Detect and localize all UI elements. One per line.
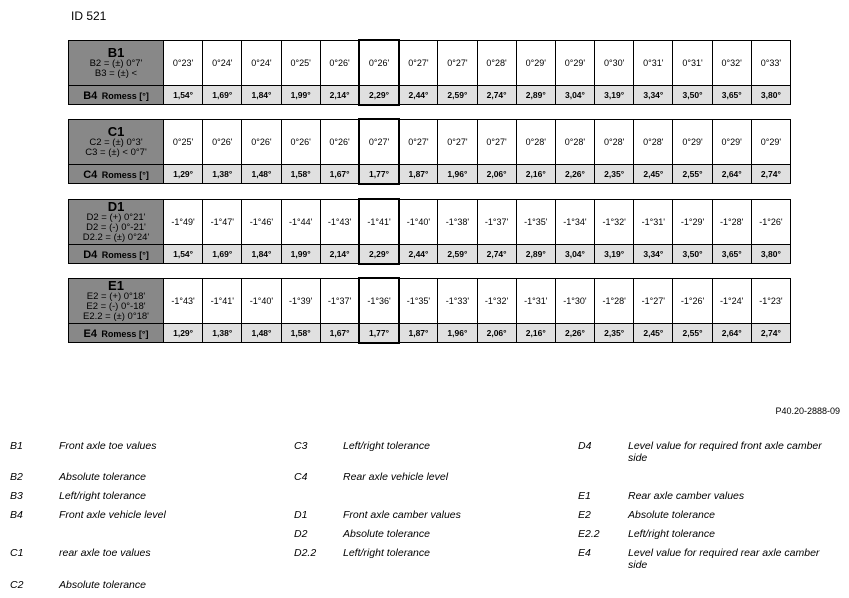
- value-cell: 0°28': [516, 119, 555, 165]
- value-cell: -1°34': [555, 199, 594, 245]
- legend-code: E4: [578, 547, 591, 559]
- level-cell: 1,29°: [164, 324, 203, 343]
- level-cell: 3,19°: [595, 86, 634, 105]
- level-cell: 1,38°: [203, 165, 242, 184]
- legend-description: Absolute tolerance: [628, 509, 715, 521]
- value-cell: 0°26': [281, 119, 320, 165]
- value-cell: -1°46': [242, 199, 281, 245]
- legend-code: D1: [294, 509, 308, 521]
- value-cell: 0°24': [203, 40, 242, 86]
- level-header: [69, 86, 164, 105]
- level-cell: 3,80°: [751, 86, 790, 105]
- legend-description: Absolute tolerance: [59, 579, 146, 591]
- level-header: [69, 165, 164, 184]
- value-cell: 0°28': [634, 119, 673, 165]
- value-cell: 0°27': [438, 40, 477, 86]
- level-cell: 1,96°: [438, 165, 477, 184]
- level-cell: 2,16°: [516, 324, 555, 343]
- legend-code: D2: [294, 528, 308, 540]
- value-cell: 0°28': [555, 119, 594, 165]
- legend-code: B2: [10, 471, 23, 483]
- value-cell: 0°26': [359, 40, 398, 86]
- value-cell: 0°28': [477, 40, 516, 86]
- values-row: [69, 40, 791, 86]
- legend-description: Absolute tolerance: [343, 528, 430, 540]
- level-row: [69, 86, 791, 105]
- value-cell: -1°28': [595, 278, 634, 324]
- level-cell: 1,99°: [281, 86, 320, 105]
- level-cell: 1,48°: [242, 324, 281, 343]
- legend-description: Absolute tolerance: [59, 471, 146, 483]
- level-code: C4: [83, 169, 98, 181]
- value-cell: 0°26': [320, 119, 359, 165]
- value-cell: 0°29': [555, 40, 594, 86]
- value-cell: 0°25': [281, 40, 320, 86]
- level-cell: 2,29°: [359, 245, 398, 264]
- level-cell: 2,64°: [712, 165, 751, 184]
- level-cell: 1,67°: [320, 324, 359, 343]
- value-cell: 0°26': [203, 119, 242, 165]
- level-cell: 2,74°: [477, 245, 516, 264]
- value-cell: -1°31': [516, 278, 555, 324]
- legend-description: Left/right tolerance: [59, 490, 146, 502]
- value-cell: -1°24': [712, 278, 751, 324]
- level-cell: 2,55°: [673, 324, 712, 343]
- value-cell: -1°26': [751, 199, 790, 245]
- value-cell: -1°43': [164, 278, 203, 324]
- level-row: [69, 245, 791, 264]
- value-cell: -1°47': [203, 199, 242, 245]
- level-cell: 2,74°: [751, 324, 790, 343]
- value-cell: -1°23': [751, 278, 790, 324]
- block-title: C1: [107, 123, 125, 139]
- level-row: [69, 324, 791, 343]
- legend-code: C2: [10, 579, 24, 591]
- value-cell: -1°36': [359, 278, 398, 324]
- tolerance-text: B2 = (±) 0°7': [89, 57, 143, 69]
- level-cell: 1,69°: [203, 245, 242, 264]
- value-cell: -1°28': [712, 199, 751, 245]
- value-cell: 0°32': [712, 40, 751, 86]
- legend-description: rear axle toe values: [59, 547, 151, 559]
- legend-description: Front axle vehicle level: [59, 509, 166, 521]
- level-header: [69, 245, 164, 264]
- document-id: ID 521: [71, 9, 107, 23]
- level-cell: 3,19°: [595, 245, 634, 264]
- tolerance-text: E2 = (-) 0°-18': [86, 300, 146, 312]
- level-cell: 2,26°: [555, 165, 594, 184]
- level-cell: 1,96°: [438, 324, 477, 343]
- reference-number: P40.20-2888-09: [775, 406, 840, 416]
- values-row: [69, 119, 791, 165]
- value-cell: 0°33': [751, 40, 790, 86]
- level-row: [69, 165, 791, 184]
- level-header: [69, 324, 164, 343]
- value-cell: 0°31': [673, 40, 712, 86]
- legend-description: Front axle toe values: [59, 440, 157, 452]
- legend-code: C1: [10, 547, 24, 559]
- level-code: B4: [83, 90, 98, 102]
- value-cell: 0°27': [399, 40, 438, 86]
- legend-code: C4: [294, 471, 308, 483]
- value-cell: -1°29': [673, 199, 712, 245]
- value-cell: -1°39': [281, 278, 320, 324]
- block-title: B1: [107, 44, 125, 60]
- level-cell: 1,69°: [203, 86, 242, 105]
- value-cell: -1°31': [634, 199, 673, 245]
- alignment-table-e1: [68, 277, 791, 344]
- level-cell: 2,59°: [438, 245, 477, 264]
- level-cell: 1,29°: [164, 165, 203, 184]
- level-cell: 1,77°: [359, 165, 398, 184]
- value-cell: -1°41': [359, 199, 398, 245]
- block-header: [69, 119, 164, 165]
- level-cell: 2,44°: [399, 86, 438, 105]
- level-cell: 2,35°: [595, 324, 634, 343]
- level-unit: Romess [°]: [101, 170, 149, 180]
- level-cell: 3,65°: [712, 86, 751, 105]
- legend-code: E2: [578, 509, 591, 521]
- level-cell: 3,34°: [634, 86, 673, 105]
- value-cell: 0°27': [438, 119, 477, 165]
- level-cell: 1,58°: [281, 324, 320, 343]
- level-cell: 2,55°: [673, 165, 712, 184]
- legend-code: B3: [10, 490, 23, 502]
- level-cell: 1,67°: [320, 165, 359, 184]
- level-code: D4: [83, 249, 98, 261]
- alignment-table-c1: [68, 118, 791, 185]
- level-cell: 1,77°: [359, 324, 398, 343]
- value-cell: -1°35': [399, 278, 438, 324]
- legend-code: E1: [578, 490, 591, 502]
- level-cell: 3,34°: [634, 245, 673, 264]
- value-cell: -1°44': [281, 199, 320, 245]
- level-cell: 1,87°: [399, 165, 438, 184]
- legend-description: Left/right tolerance: [628, 528, 715, 540]
- level-cell: 2,14°: [320, 245, 359, 264]
- level-cell: 1,99°: [281, 245, 320, 264]
- level-cell: 1,84°: [242, 86, 281, 105]
- legend-code: D2.2: [294, 547, 317, 559]
- level-cell: 2,59°: [438, 86, 477, 105]
- tolerance-text: D2 = (+) 0°21': [86, 211, 146, 223]
- level-cell: 1,84°: [242, 245, 281, 264]
- legend-code: C3: [294, 440, 308, 452]
- value-cell: 0°25': [164, 119, 203, 165]
- value-cell: 0°31': [634, 40, 673, 86]
- legend-code: D4: [578, 440, 592, 452]
- values-row: [69, 199, 791, 245]
- value-cell: -1°37': [320, 278, 359, 324]
- value-cell: 0°26': [242, 119, 281, 165]
- alignment-table-b1: [68, 39, 791, 106]
- level-cell: 2,64°: [712, 324, 751, 343]
- block-header: [69, 199, 164, 245]
- legend-description: Left/right tolerance: [343, 547, 430, 559]
- value-cell: -1°40': [242, 278, 281, 324]
- value-cell: 0°29': [516, 40, 555, 86]
- level-unit: Romess [°]: [101, 250, 149, 260]
- level-cell: 2,14°: [320, 86, 359, 105]
- level-code: E4: [83, 328, 97, 340]
- level-cell: 2,74°: [751, 165, 790, 184]
- level-unit: Romess [°]: [101, 329, 149, 339]
- value-cell: -1°49': [164, 199, 203, 245]
- level-cell: 1,38°: [203, 324, 242, 343]
- level-cell: 2,29°: [359, 86, 398, 105]
- value-cell: -1°37': [477, 199, 516, 245]
- tolerance-text: D2.2 = (±) 0°24': [82, 231, 150, 243]
- level-cell: 2,35°: [595, 165, 634, 184]
- values-row: [69, 278, 791, 324]
- legend-description: Left/right tolerance: [343, 440, 430, 452]
- level-cell: 1,48°: [242, 165, 281, 184]
- value-cell: 0°27': [477, 119, 516, 165]
- level-cell: 2,74°: [477, 86, 516, 105]
- value-cell: 0°28': [595, 119, 634, 165]
- level-cell: 2,06°: [477, 165, 516, 184]
- tolerance-text: C2 = (±) 0°3': [89, 136, 143, 148]
- level-cell: 2,44°: [399, 245, 438, 264]
- value-cell: -1°38': [438, 199, 477, 245]
- level-cell: 3,80°: [751, 245, 790, 264]
- level-unit: Romess [°]: [101, 91, 149, 101]
- level-cell: 2,45°: [634, 165, 673, 184]
- level-cell: 2,89°: [516, 245, 555, 264]
- block-title: E1: [108, 278, 124, 293]
- block-header: [69, 278, 164, 324]
- value-cell: -1°41': [203, 278, 242, 324]
- level-cell: 2,26°: [555, 324, 594, 343]
- level-cell: 3,04°: [555, 245, 594, 264]
- value-cell: -1°30': [555, 278, 594, 324]
- value-cell: -1°27': [634, 278, 673, 324]
- legend-description: Rear axle camber values: [628, 490, 745, 502]
- value-cell: 0°29': [751, 119, 790, 165]
- value-cell: -1°26': [673, 278, 712, 324]
- value-cell: -1°43': [320, 199, 359, 245]
- legend-description: Front axle camber values: [343, 509, 461, 521]
- level-cell: 2,45°: [634, 324, 673, 343]
- legend-description: Rear axle vehicle level: [343, 471, 449, 483]
- tolerance-text: B3 = (±) <: [94, 67, 138, 79]
- value-cell: -1°32': [477, 278, 516, 324]
- level-cell: 1,87°: [399, 324, 438, 343]
- legend-description: Level value for required rear axle camber side: [628, 547, 820, 571]
- level-cell: 1,54°: [164, 86, 203, 105]
- value-cell: -1°32': [595, 199, 634, 245]
- level-cell: 1,54°: [164, 245, 203, 264]
- value-cell: -1°35': [516, 199, 555, 245]
- value-cell: 0°24': [242, 40, 281, 86]
- legend-description: Level value for required front axle camber side: [628, 440, 822, 464]
- alignment-table-d1: [68, 198, 791, 265]
- level-cell: 2,16°: [516, 165, 555, 184]
- tolerance-text: E2.2 = (±) 0°18': [82, 310, 149, 322]
- tolerance-text: C3 = (±) < 0°7': [85, 146, 147, 158]
- level-cell: 3,04°: [555, 86, 594, 105]
- legend-code: B1: [10, 440, 23, 452]
- value-cell: 0°27': [399, 119, 438, 165]
- tolerance-text: E2 = (+) 0°18': [86, 290, 146, 302]
- value-cell: 0°23': [164, 40, 203, 86]
- level-cell: 2,89°: [516, 86, 555, 105]
- legend-code: B4: [10, 509, 23, 521]
- legend-code: E2.2: [578, 528, 600, 540]
- level-cell: 1,58°: [281, 165, 320, 184]
- block-title: D1: [107, 199, 125, 214]
- value-cell: 0°30': [595, 40, 634, 86]
- tolerance-text: D2 = (-) 0°-21': [86, 221, 146, 233]
- value-cell: 0°27': [359, 119, 398, 165]
- level-cell: 3,65°: [712, 245, 751, 264]
- value-cell: -1°40': [399, 199, 438, 245]
- level-cell: 2,06°: [477, 324, 516, 343]
- block-header: [69, 40, 164, 86]
- value-cell: 0°29': [712, 119, 751, 165]
- level-cell: 3,50°: [673, 86, 712, 105]
- value-cell: -1°33': [438, 278, 477, 324]
- level-cell: 3,50°: [673, 245, 712, 264]
- value-cell: 0°26': [320, 40, 359, 86]
- value-cell: 0°29': [673, 119, 712, 165]
